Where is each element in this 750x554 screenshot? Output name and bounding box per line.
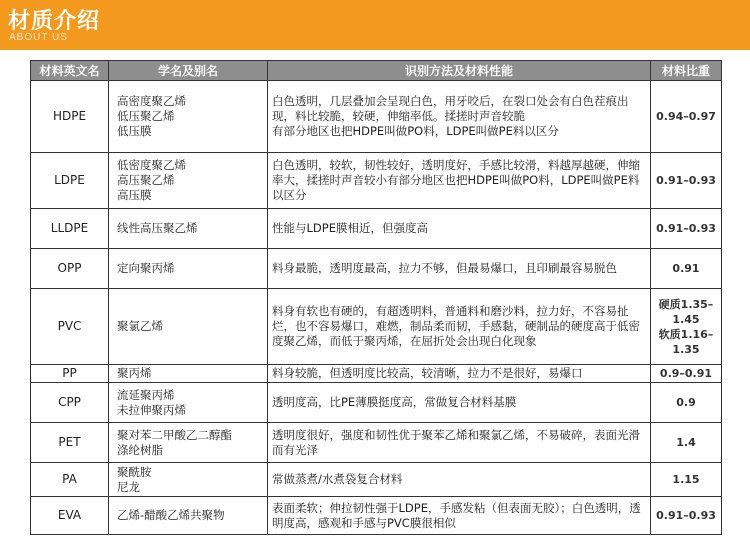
density-value: 0.94–0.97 bbox=[656, 110, 716, 123]
material-code: PET bbox=[31, 423, 109, 463]
material-properties: 性能与LDPE膜相近，但强度高 bbox=[268, 209, 651, 249]
table-row bbox=[31, 365, 722, 383]
material-properties: 透明度高，比PE薄膜挺度高，常做复合材料基膜 bbox=[268, 383, 651, 423]
material-names bbox=[109, 81, 268, 153]
material-properties: 料身较脆，但透明度比较高，较清晰，拉力不是很好，易爆口 bbox=[268, 365, 651, 383]
material-density bbox=[651, 289, 722, 365]
material-density bbox=[651, 365, 722, 383]
density-value: 硬质1.35–1.45 bbox=[658, 297, 714, 326]
density-value: 0.91–0.93 bbox=[656, 222, 716, 235]
column-header-properties: 识别方法及材料性能 bbox=[268, 61, 651, 81]
material-properties: 表面柔软；伸拉韧性强于LDPE，手感发粘（但表面无胶）；白色透明，透明度高，感观和手感与PVC膜很相似 bbox=[268, 497, 651, 535]
table-row bbox=[31, 209, 722, 249]
material-name: 定向聚丙烯 bbox=[117, 261, 175, 275]
material-density bbox=[651, 463, 722, 497]
material-names bbox=[109, 423, 268, 463]
material-density bbox=[651, 423, 722, 463]
material-names bbox=[109, 209, 268, 249]
density-value: 0.91–0.93 bbox=[656, 174, 716, 187]
material-names bbox=[109, 289, 268, 365]
column-header-code: 材料英文名 bbox=[31, 61, 109, 81]
material-properties: 料身最脆，透明度最高，拉力不够，但最易爆口，且印刷最容易脱色 bbox=[268, 249, 651, 289]
material-code: LDPE bbox=[31, 153, 109, 209]
density-value: 0.91–0.93 bbox=[656, 509, 716, 522]
material-density bbox=[651, 209, 722, 249]
material-name: 尼龙 bbox=[117, 479, 140, 494]
material-code: CPP bbox=[31, 383, 109, 423]
material-properties: 白色透明，较软，韧性较好，透明度好，手感比较滑，料越厚越硬，伸缩率大，揉搓时声音较小有部分地区也把HDPE叫做PO料，LDPE叫做PE料以区分 bbox=[268, 153, 651, 209]
page-subtitle: ABOUT US bbox=[9, 32, 68, 43]
material-properties: 透明度很好，强度和韧性优于聚苯乙烯和聚氯乙烯，不易破碎，表面光滑而有光泽 bbox=[268, 423, 651, 463]
table-row bbox=[31, 463, 722, 497]
density-value: 1.15 bbox=[672, 473, 700, 486]
material-name: 未拉伸聚丙烯 bbox=[117, 402, 186, 417]
column-header-density: 材料比重 bbox=[651, 61, 722, 81]
density-value: 0.91 bbox=[672, 262, 700, 275]
page-title: 材质介绍 bbox=[8, 9, 101, 34]
material-code: PP bbox=[31, 365, 109, 383]
material-name: 聚丙烯 bbox=[117, 366, 152, 380]
table-row bbox=[31, 497, 722, 535]
material-density bbox=[651, 153, 722, 209]
material-name: 乙烯-醋酸乙烯共聚物 bbox=[117, 508, 225, 522]
material-name: 高压聚乙烯 bbox=[117, 173, 175, 187]
table-row bbox=[31, 383, 722, 423]
material-code: OPP bbox=[31, 249, 109, 289]
density-value: 1.4 bbox=[676, 436, 696, 449]
density-value: 软质1.16–1.35 bbox=[658, 327, 714, 356]
material-name: 低密度聚乙烯 bbox=[117, 158, 186, 172]
material-name: 涤纶树脂 bbox=[117, 442, 163, 457]
table-row bbox=[31, 153, 722, 209]
material-density bbox=[651, 249, 722, 289]
material-name: 线性高压聚乙烯 bbox=[117, 221, 198, 235]
material-name: 低压聚乙烯 bbox=[117, 109, 175, 123]
material-name: 流延聚丙烯 bbox=[117, 387, 175, 402]
density-value: 0.9–0.91 bbox=[659, 367, 713, 380]
material-name: 高压膜 bbox=[117, 188, 152, 202]
material-name: 聚氯乙烯 bbox=[117, 319, 163, 333]
material-properties: 常做蒸煮/水煮袋复合材料 bbox=[268, 463, 651, 497]
material-properties: 白色透明，几层叠加会呈现白色，用牙咬后，在裂口处会有白色茬痕出现，料比较脆，较硬，伸缩率低。揉搓时声音较脆 有部分地区也把HDPE叫做PO料，LDPE叫做PE料以区分 bbox=[268, 81, 651, 153]
material-density bbox=[651, 81, 722, 153]
material-code: PVC bbox=[31, 289, 109, 365]
density-value: 0.9 bbox=[676, 396, 696, 409]
table-row bbox=[31, 423, 722, 463]
material-name: 低压膜 bbox=[117, 124, 152, 138]
material-properties: 料身有软也有硬的，有超透明料，普通料和磨沙料，拉力好，不容易扯烂，也不容易爆口，难燃，制品柔而韧，手感黏，硬制品的硬度高于低密度聚乙烯，而低于聚丙烯，在屈折处会出现白化现象 bbox=[268, 289, 651, 365]
material-density bbox=[651, 497, 722, 535]
header-banner bbox=[0, 0, 750, 50]
material-name: 高密度聚乙烯 bbox=[117, 94, 186, 108]
material-names bbox=[109, 383, 268, 423]
material-name: 聚酰胺 bbox=[117, 464, 152, 479]
materials-table bbox=[30, 60, 722, 535]
material-code: PA bbox=[31, 463, 109, 497]
material-code: EVA bbox=[31, 497, 109, 535]
material-names bbox=[109, 153, 268, 209]
material-density bbox=[651, 383, 722, 423]
material-names bbox=[109, 463, 268, 497]
table-header-row bbox=[31, 61, 722, 81]
material-code: LLDPE bbox=[31, 209, 109, 249]
column-header-names: 学名及别名 bbox=[109, 61, 268, 81]
table-row bbox=[31, 81, 722, 153]
table-row bbox=[31, 249, 722, 289]
material-names bbox=[109, 249, 268, 289]
material-names bbox=[109, 365, 268, 383]
material-code: HDPE bbox=[31, 81, 109, 153]
table-row bbox=[31, 289, 722, 365]
material-name: 聚对苯二甲酸乙二醇酯 bbox=[117, 427, 232, 442]
material-names bbox=[109, 497, 268, 535]
